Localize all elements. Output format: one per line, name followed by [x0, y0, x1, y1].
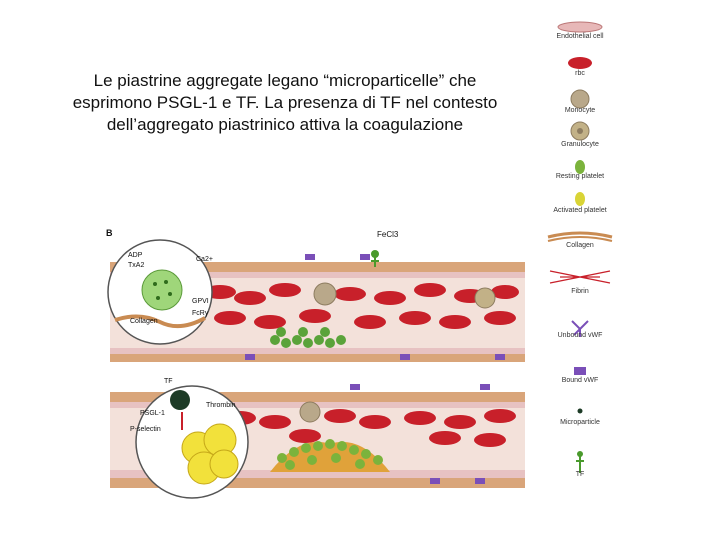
- fcr-label: FcRγ: [192, 310, 209, 317]
- legend: [540, 15, 620, 495]
- legend-label: Collagen: [566, 242, 594, 249]
- gpvi-label: GPVI: [192, 298, 209, 305]
- caption-line-3: dell’aggregato piastrinico attiva la coagulazione: [106, 115, 464, 134]
- legend-label: Activated platelet: [553, 207, 607, 214]
- legend-label: Fibrin: [571, 288, 589, 295]
- caption-line-1: Le piastrine aggregate legano “microparticelle” che: [93, 71, 477, 90]
- legend-label: Microparticle: [560, 419, 600, 426]
- slide-caption: [50, 70, 520, 136]
- endothelial-cell-icon: [540, 17, 620, 47]
- legend-label: TF: [575, 471, 585, 478]
- legend-label: Endothelial cell: [556, 33, 604, 40]
- legend-label: Bound vWF: [561, 377, 599, 384]
- pselectin-label: P-selectin: [130, 426, 161, 433]
- legend-label: Unbound vWF: [557, 332, 603, 339]
- legend-label: rbc: [575, 70, 585, 77]
- psgl-label: PSGL-1: [140, 410, 165, 417]
- fecl3-label: FeCl3: [377, 230, 399, 239]
- legend-label: Resting platelet: [555, 173, 605, 180]
- thrombosis-figure: [100, 222, 530, 500]
- adp-label: ADP: [128, 252, 143, 259]
- txa2-label: TxA2: [128, 262, 145, 269]
- panel-label: B: [106, 228, 113, 238]
- caption-line-2: esprimono PSGL-1 e TF. La presenza di TF nel contesto: [72, 93, 498, 112]
- fibrin-icon: [540, 261, 620, 291]
- legend-label: Monocyte: [564, 107, 596, 114]
- vessel-diagram: [100, 222, 530, 500]
- legend-label: Granulocyte: [561, 141, 599, 148]
- thrombin-label: Thrombin: [206, 402, 236, 409]
- ca-label: Ca2+: [196, 256, 213, 263]
- collagen-inset-label: Collagen: [130, 318, 158, 325]
- tf-inset-label: TF: [164, 378, 173, 385]
